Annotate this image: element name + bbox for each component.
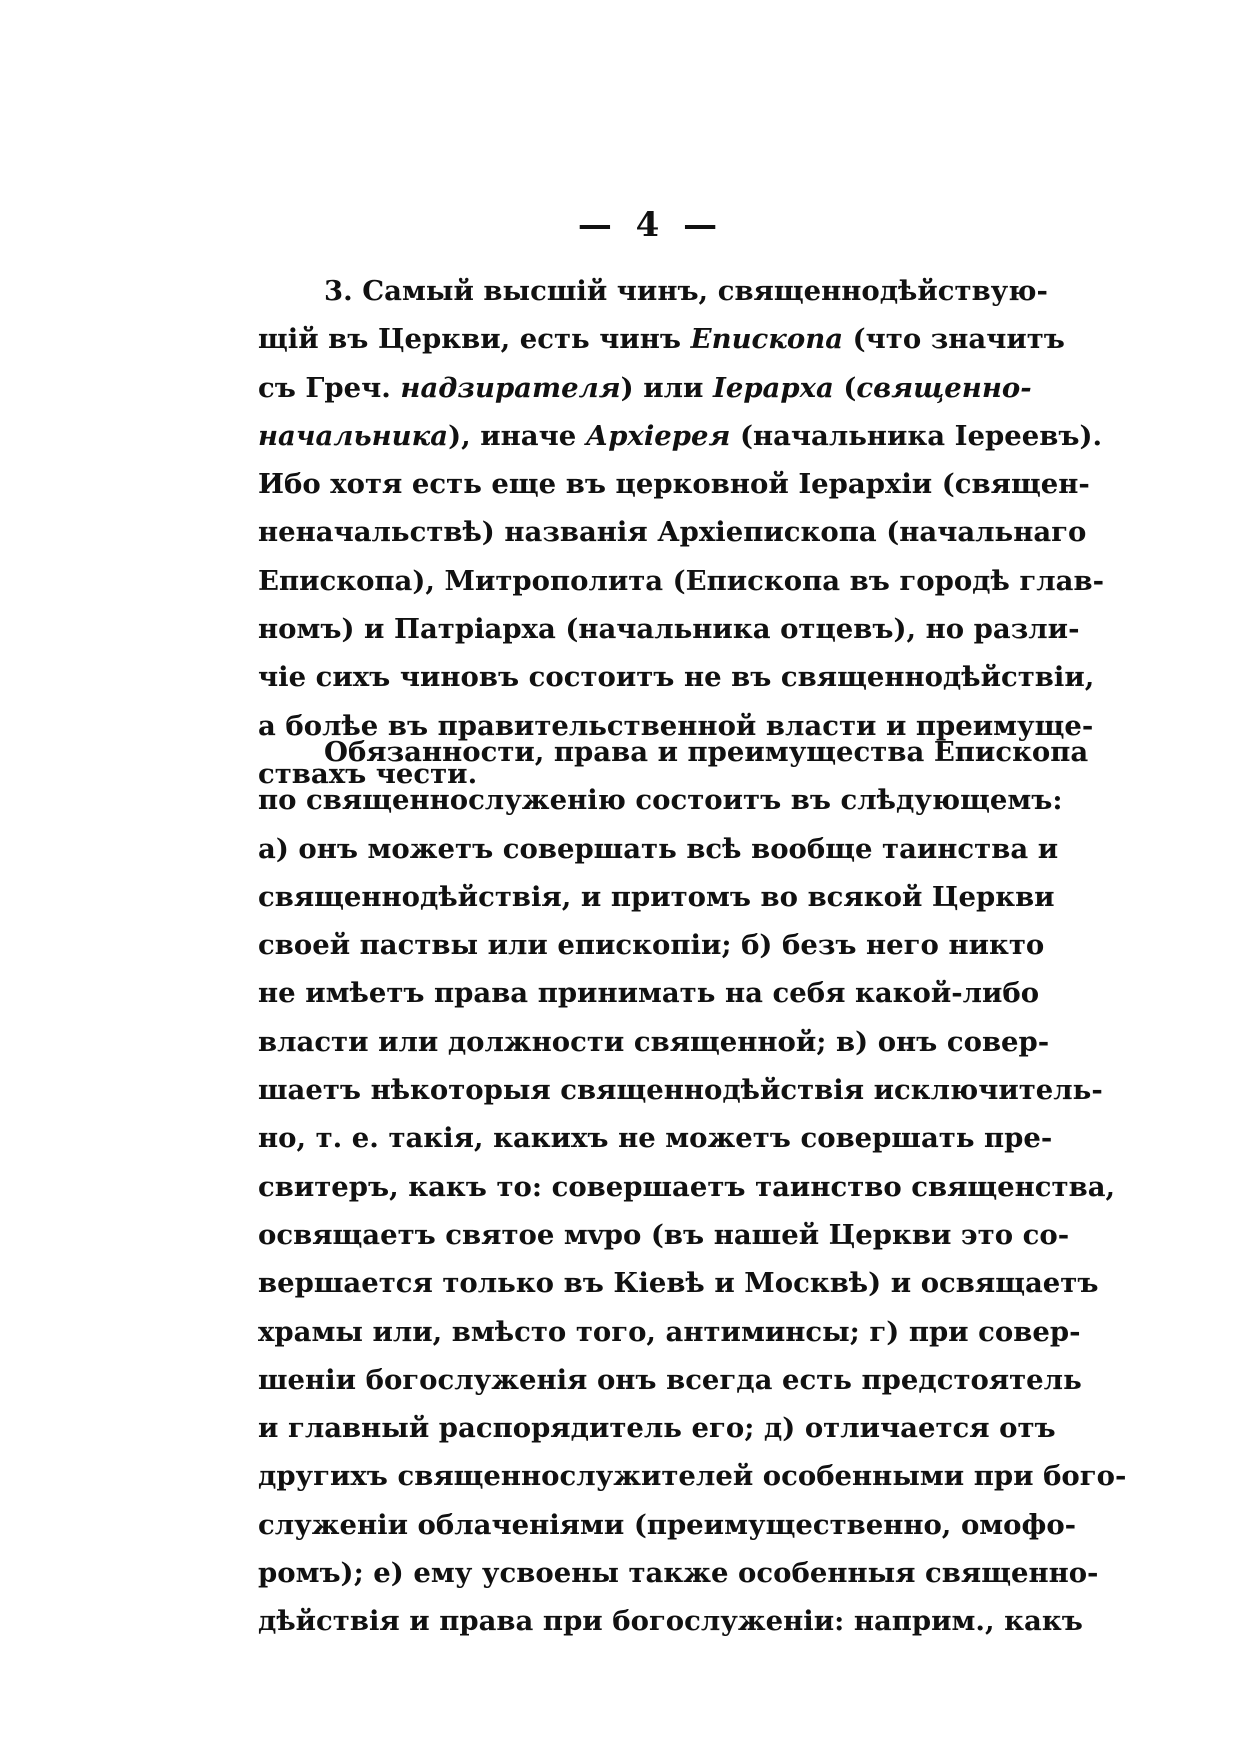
text-line: Обязанности, права и преимущества Епископа: [324, 736, 1089, 768]
text-line: начальника), иначе Архіерея (начальника Іереевъ).: [258, 419, 1103, 452]
text-line: а болѣе въ правительственной власти и преимуще-: [258, 709, 1094, 742]
text-line: освящаетъ святое мvро (въ нашей Церкви это со-: [258, 1218, 1070, 1251]
text-line: другихъ священнослужителей особенными при бого-: [258, 1460, 1127, 1493]
text-line: номъ) и Патріарха (начальника отцевъ), но разли-: [258, 613, 1080, 646]
text-line: храмы или, вмѣсто того, антиминсы; г) при совер-: [258, 1315, 1081, 1348]
text-line: шаетъ нѣкоторыя священнодѣйствія исключитель-: [258, 1074, 1103, 1107]
text-line: чіе сихъ чиновъ состоитъ не въ священнодѣйствіи,: [258, 661, 1095, 694]
text-line: а) онъ можетъ совершать всѣ вообще таинства и: [258, 832, 1059, 865]
text-line: Епископа), Митрополита (Епископа въ городѣ глав-: [258, 564, 1105, 597]
text-line: вершается только въ Кіевѣ и Москвѣ) и освящаетъ: [258, 1267, 1099, 1300]
text-line: дѣйствія и права при богослуженіи: наприм., какъ: [258, 1605, 1083, 1638]
text-line: ромъ); е) ему усвоены также особенныя священно-: [258, 1557, 1099, 1590]
text-line: свитеръ, какъ то: совершаетъ таинство священства,: [258, 1170, 1116, 1203]
text-line: неначальствѣ) названія Архіепископа (начальнаго: [258, 516, 1087, 549]
paragraph-1: [258, 267, 1105, 798]
text-line: ствахъ чести.: [258, 757, 478, 790]
text-line: шеніи богослуженія онъ всегда есть предстоятель: [258, 1363, 1082, 1396]
text-line: щій въ Церкви, есть чинъ Епископа (что значитъ: [258, 323, 1065, 356]
text-line: 3. Самый высшій чинъ, священнодѣйствую-: [324, 275, 1048, 307]
text-line: своей паствы или епископіи; б) безъ него никто: [258, 929, 1045, 962]
text-line: священнодѣйствія, и притомъ во всякой Церкви: [258, 880, 1055, 913]
text-line: власти или должности священной; в) онъ совер-: [258, 1025, 1050, 1058]
text-line: не имѣетъ права принимать на себя какой-либо: [258, 977, 1040, 1010]
text-line: но, т. е. такія, какихъ не можетъ совершать пре-: [258, 1122, 1053, 1155]
text-line: и главный распорядитель его; д) отличается отъ: [258, 1412, 1056, 1445]
text-line: съ Греч. надзирателя) или Іерарха (священно-: [258, 371, 1032, 404]
paragraph-2: [258, 728, 1127, 1646]
text-line: Ибо хотя есть еще въ церковной Іерархіи (священ-: [258, 468, 1090, 501]
page-number: — 4 —: [577, 205, 724, 245]
text-line: служеніи облаченіями (преимущественно, омофо-: [258, 1508, 1077, 1541]
text-line: по священнослуженію состоитъ въ слѣдующемъ:: [258, 784, 1063, 817]
